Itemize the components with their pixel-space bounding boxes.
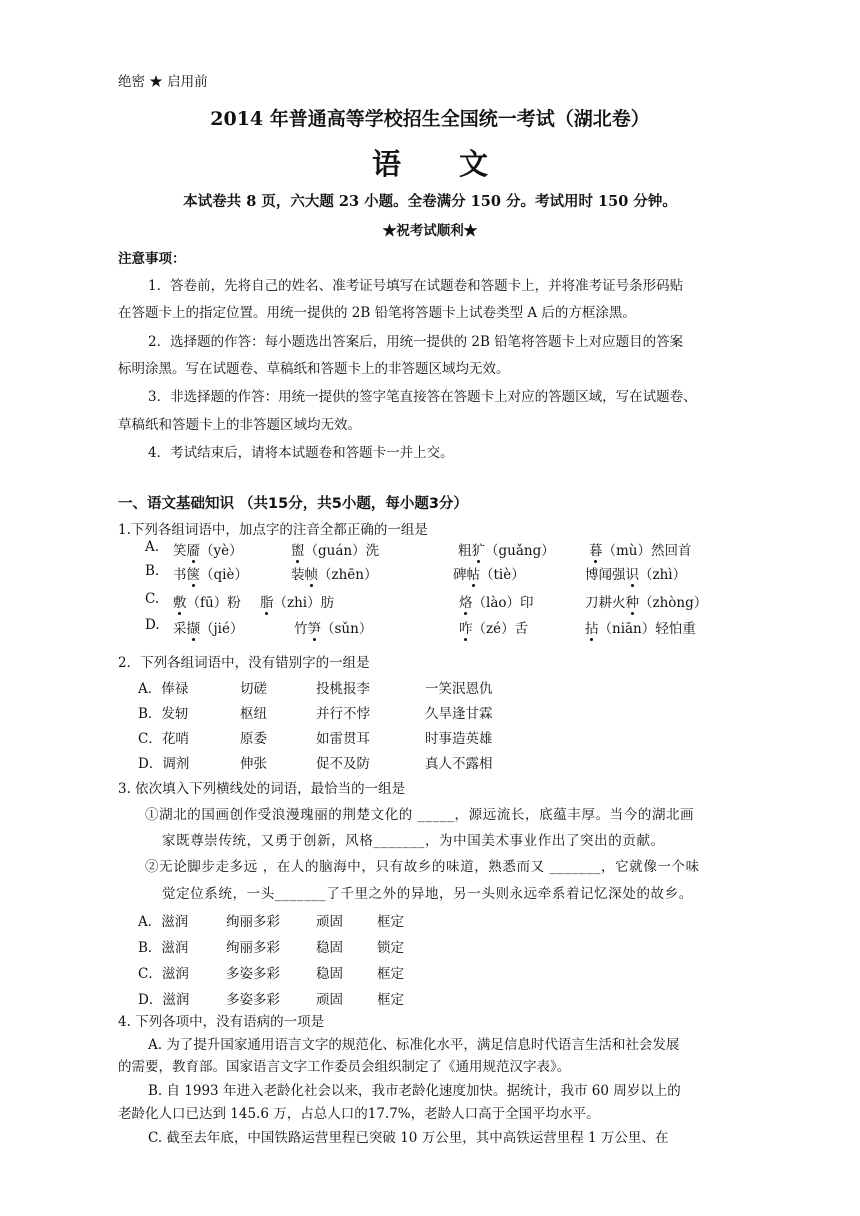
- q3-option-D-col-3: 顽固: [316, 992, 343, 1008]
- q3-stem: 3. 依次填入下列横线处的词语，最恰当的一组是: [118, 781, 406, 797]
- q3-option-A-col-1: A．滋润: [138, 914, 189, 930]
- q2-stem: 2．下列各组词语中，没有错别字的一组是: [118, 655, 370, 671]
- q3-option-B-col-4: 锁定: [377, 940, 404, 956]
- note-4: 4．考试结束后，请将本试题卷和答题卡一并上交。: [148, 445, 454, 461]
- exam-title: 2014 年普通高等学校招生全国统一考试（湖北卷）: [210, 108, 650, 130]
- q3-option-A-col-2: 绚丽多彩: [226, 914, 280, 930]
- q2-option-B-col-2: 枢纽: [240, 706, 267, 722]
- q2-option-B-col-1: B．发轫: [138, 706, 189, 722]
- q2-option-D-col-1: D．调剂: [138, 756, 190, 772]
- q4-option-B-line-1: B. 自 1993 年进入老龄化社会以来，我市老龄化速度加快。据统计，我市 60 周岁以上的: [148, 1083, 681, 1099]
- dotted-char: 种: [625, 595, 639, 611]
- q2-option-B-col-3: 并行不悖: [316, 706, 370, 722]
- q2-option-C-col-1: C．花哨: [138, 731, 189, 747]
- q2-option-C-col-2: 原委: [240, 731, 267, 747]
- q2-option-A-col-4: 一笑泯恩仇: [425, 681, 493, 697]
- exam-info: 本试卷共 8 页，六大题 23 小题。全卷满分 150 分。考试用时 150 分钟。: [183, 193, 677, 210]
- q4-option-A-line-1: A. 为了提升国家通用语言文字的规范化、标准化水平，满足信息时代语言生活和社会发展: [148, 1037, 680, 1053]
- q2-option-D-col-4: 真人不露相: [425, 756, 493, 772]
- note-3-line-1: 3．非选择题的作答：用统一提供的签字笔直接答在答题卡上对应的答题区域，写在试题卷、: [148, 389, 697, 405]
- dotted-char: 靥: [186, 543, 200, 559]
- good-luck-line: ★祝考试顺利★: [382, 223, 478, 239]
- q3-passage-2-line-1: ②无论脚步走多远 ，在人的脑海中，只有故乡的味道，熟悉而又 _______，它就像一个味: [145, 859, 700, 875]
- dotted-char: 帧: [304, 567, 318, 583]
- dotted-char: 撷: [186, 621, 200, 637]
- dotted-char: 箧: [186, 567, 200, 583]
- q2-option-C-col-4: 时事造英雄: [425, 731, 493, 747]
- note-1-line-2: 在答题卡上的指定位置。用统一提供的 2B 铅笔将答题卡上试卷类型 A 后的方框涂黑。: [118, 305, 636, 321]
- q4-option-A-line-2: 的需要，教育部。国家语言文字工作委员会组织制定了《通用规范汉字表》。: [118, 1059, 571, 1075]
- q3-passage-2-line-2: 觉定位系统，一头_______了千里之外的异地，另一头则永远牵系着记忆深处的故乡。: [162, 886, 693, 902]
- q4-stem: 4. 下列各项中，没有语病的一项是: [118, 1014, 325, 1030]
- dotted-char: 拈: [585, 621, 599, 637]
- q3-option-C-col-3: 稳固: [316, 966, 343, 982]
- q2-option-B-col-4: 久旱逢甘霖: [425, 706, 493, 722]
- note-2-line-2: 标明涂黑。写在试题卷、草稿纸和答题卡上的非答题区域均无效。: [118, 361, 510, 377]
- q3-option-A-col-4: 框定: [377, 914, 404, 930]
- dotted-char: 咋: [459, 621, 473, 637]
- section-1-heading: 一、语文基础知识 （共15分，共5小题，每小题3分）: [118, 496, 468, 512]
- note-2-line-1: 2．选择题的作答：每小题选出答案后，用统一提供的 2B 铅笔将答题卡上对应题目的答案: [148, 334, 684, 350]
- q3-option-C-col-1: C．滋润: [138, 966, 189, 982]
- dotted-char: 烙: [459, 595, 473, 611]
- subject-title: 语文: [371, 147, 546, 181]
- q4-option-C-line-1: C. 截至去年底，中国铁路运营里程已突破 10 万公里，其中高铁运营里程 1 万公里、在: [148, 1130, 669, 1146]
- note-1-line-1: 1．答卷前，先将自己的姓名、准考证号填写在试题卷和答题卡上，并将准考证号条形码贴: [148, 278, 684, 294]
- dotted-char: 犷: [471, 543, 485, 559]
- q2-option-D-col-3: 促不及防: [316, 756, 370, 772]
- q3-option-A-col-3: 顽固: [316, 914, 343, 930]
- q4-option-B-line-2: 老龄化人口已达到 145.6 万，占总人口的17.7%，老龄人口高于全国平均水平。: [118, 1106, 600, 1122]
- dotted-char: 识: [625, 567, 639, 583]
- dotted-char: 暮: [589, 543, 603, 559]
- q1-stem: 1.下列各组词语中，加点字的注音全都正确的一组是: [118, 522, 428, 538]
- q3-option-B-col-2: 绚丽多彩: [226, 940, 280, 956]
- q2-option-A-col-2: 切磋: [240, 681, 267, 697]
- q2-option-C-col-3: 如雷贯耳: [316, 731, 370, 747]
- dotted-char: 盥: [291, 543, 305, 559]
- q3-option-C-col-4: 框定: [377, 966, 404, 982]
- q3-option-B-col-1: B．滋润: [138, 940, 189, 956]
- q3-passage-1-line-1: ①湖北的国画创作受浪漫瑰丽的荆楚文化的 _____，源远流长，底蕴丰厚。当今的湖北画: [145, 807, 695, 823]
- q3-option-D-col-1: D．滋润: [138, 992, 190, 1008]
- q3-option-D-col-4: 框定: [377, 992, 404, 1008]
- notes-heading: 注意事项：: [118, 251, 186, 267]
- confidential-label: 绝密 ★ 启用前: [118, 74, 208, 90]
- q2-option-A-col-1: A．俸禄: [138, 681, 189, 697]
- q2-option-D-col-2: 伸张: [240, 756, 267, 772]
- dotted-char: 敷: [173, 595, 187, 611]
- dotted-char: 脂: [260, 595, 274, 611]
- note-3-line-2: 草稿纸和答题卡上的非答题区域均无效。: [118, 417, 361, 433]
- dotted-char: 帖: [466, 567, 480, 583]
- q3-option-C-col-2: 多姿多彩: [226, 966, 280, 982]
- q2-option-A-col-3: 投桃报李: [316, 681, 370, 697]
- q3-option-D-col-2: 多姿多彩: [226, 992, 280, 1008]
- q3-passage-1-line-2: 家既尊崇传统，又勇于创新，风格_______，为中国美术事业作出了突出的贡献。: [162, 833, 665, 849]
- dotted-char: 笋: [307, 621, 321, 637]
- q3-option-B-col-3: 稳固: [316, 940, 343, 956]
